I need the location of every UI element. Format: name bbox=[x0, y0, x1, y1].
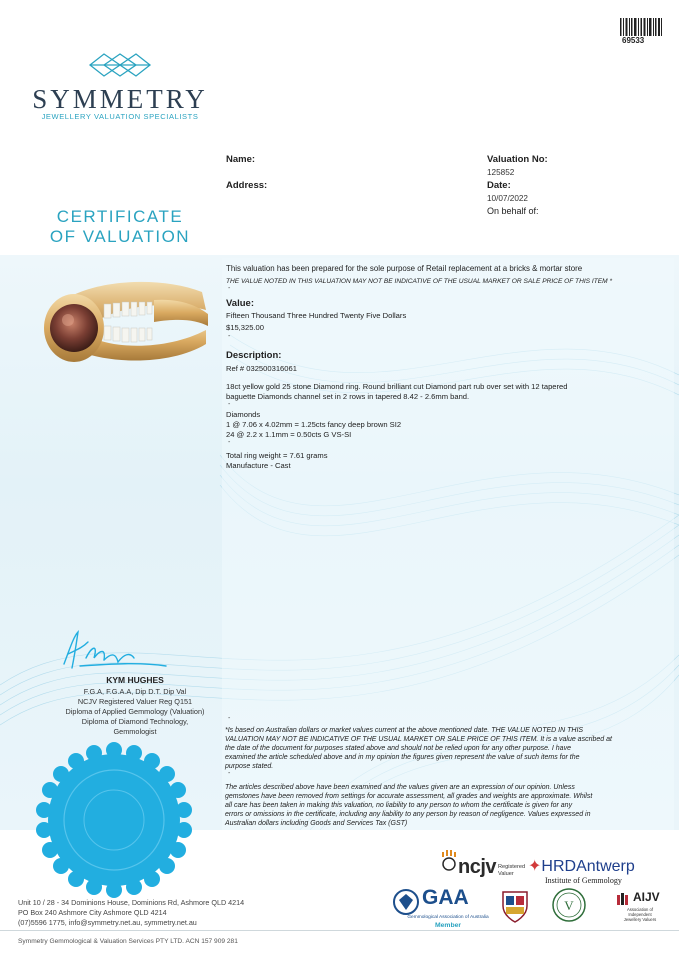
disclaimer-line: VALUATION MAY NOT BE INDICATIVE OF THE USUAL MARKET OR SALE PRICE OF THIS ITEM. It is a value ascribed at bbox=[225, 736, 612, 743]
ncjv-logo-text: ncjv bbox=[458, 856, 497, 878]
signer-diploma-1: Diploma of Applied Gemmology (Valuation) bbox=[65, 707, 205, 716]
diamond-detail-2: 24 @ 2.2 x 1.1mm = 0.50cts G VS-SI bbox=[226, 430, 352, 439]
signer-title: Gemmologist bbox=[113, 727, 157, 736]
disclaimer-line: the date of the document for purposes stated above and should not be relied upon for any other purpose. I have bbox=[225, 745, 571, 752]
footer-address-line-1: Unit 10 / 28 - 34 Dominions House, Dominions Rd, Ashmore QLD 4214 bbox=[18, 898, 245, 907]
ncjv-logo-icon bbox=[440, 850, 458, 872]
gaa-member-label: Member bbox=[434, 922, 462, 929]
diamonds-label: Diamonds bbox=[226, 410, 261, 419]
footer-divider bbox=[0, 930, 679, 931]
barcode-icon bbox=[620, 18, 662, 36]
disclaimer-line: The articles described above have been examined and the values given are an expression of our opinion. Unless bbox=[225, 784, 575, 791]
valuation-disclaimer bbox=[225, 726, 665, 771]
disclaimer-line: examined the article scheduled above and in my opinion the figures given represent the value of such items for the bbox=[225, 754, 580, 761]
separator-dash: - bbox=[228, 770, 231, 777]
separator-dash: - bbox=[228, 401, 231, 408]
total-weight: Total ring weight = 7.61 grams bbox=[226, 451, 328, 460]
aijv-full-name bbox=[620, 907, 660, 922]
valuation-number-label: Valuation No: bbox=[487, 154, 548, 165]
signer-diploma-2: Diploma of Diamond Technology, bbox=[81, 717, 189, 726]
address-label: Address: bbox=[226, 180, 268, 191]
footer-legal: Symmetry Gemmological & Valuation Services PTY LTD. ACN 157 909 281 bbox=[18, 938, 238, 945]
hrd-star-icon: ✦ bbox=[528, 858, 542, 875]
signer-registration: NCJV Registered Valuer Reg Q151 bbox=[77, 697, 193, 706]
certificate-title-line-2: OF VALUATION bbox=[49, 227, 191, 246]
signer-credentials: F.G.A, F.G.A.A, Dip D.T. Dip Val bbox=[83, 687, 187, 696]
manufacture-method: Manufacture - Cast bbox=[226, 461, 291, 470]
disclaimer-line: all care has been taken in making this valuation, no liability to any person to whom the certificate is given for any bbox=[225, 802, 573, 809]
hrd-institute-text: Institute of Gemmology bbox=[545, 876, 622, 885]
aijv-logo-icon bbox=[617, 893, 631, 905]
separator-dash: - bbox=[228, 715, 231, 722]
valuer-badge-icon bbox=[552, 888, 586, 922]
separator-dash: - bbox=[228, 285, 231, 292]
aijv-sub-line: Association of bbox=[626, 907, 654, 912]
description-text-line-2: baguette Diamonds channel set in 2 rows in tapered 8.42 - 2.6mm band. bbox=[226, 392, 470, 401]
barcode-number: 69533 bbox=[622, 36, 645, 45]
aijv-sub-line: Independent bbox=[628, 912, 652, 917]
value-in-words: Fifteen Thousand Three Hundred Twenty Five Dollars bbox=[226, 311, 407, 320]
separator-dash: - bbox=[228, 439, 231, 446]
disclaimer-line: Australian dollars including Goods and Services Tax (GST) bbox=[225, 820, 408, 827]
signature-image bbox=[60, 628, 170, 676]
description-text-line-1: 18ct yellow gold 25 stone Diamond ring. Round brilliant cut Diamond part rub over set with 12 tapered bbox=[226, 382, 568, 391]
disclaimer-line: errors or omissions in the certificate, including any liability to any person by reason of negligence. Values expressed in bbox=[225, 811, 591, 818]
separator-dash: - bbox=[228, 333, 231, 340]
certificate-title bbox=[30, 207, 210, 247]
value-label: Value: bbox=[226, 298, 254, 309]
value-amount: $15,325.00 bbox=[226, 323, 265, 332]
valuation-date: 10/07/2022 bbox=[487, 194, 528, 203]
ncjv-sub-line: Valuer bbox=[498, 871, 514, 877]
footer-contact: (07)5596 1775, info@symmetry.net.au, symmetry.net.au bbox=[18, 918, 197, 927]
crest-icon bbox=[500, 888, 530, 924]
description-label: Description: bbox=[226, 350, 282, 361]
certificate-title-line-1: CERTIFICATE bbox=[56, 207, 184, 226]
brand-name: SYMMETRY bbox=[32, 84, 208, 114]
liability-disclaimer bbox=[225, 783, 665, 828]
date-label: Date: bbox=[487, 180, 511, 191]
hrd-logo-text: HRDAntwerp bbox=[541, 858, 635, 875]
on-behalf-label: On behalf of: bbox=[487, 206, 539, 216]
diamond-detail-1: 1 @ 7.06 x 4.02mm = 1.25cts fancy deep brown SI2 bbox=[226, 420, 402, 429]
ncjv-sub-line: Registered bbox=[498, 864, 526, 870]
aijv-logo-text: AIJV bbox=[633, 890, 660, 904]
valuation-purpose: This valuation has been prepared for the sole purpose of Retail replacement at a bricks & mortar store bbox=[226, 264, 583, 273]
signer-name: KYM HUGHES bbox=[106, 675, 164, 685]
ncjv-registered-valuer bbox=[498, 864, 525, 878]
aijv-sub-line: Jewellery Valuers bbox=[623, 917, 657, 922]
ring-photo bbox=[30, 262, 210, 382]
name-label: Name: bbox=[226, 154, 256, 165]
crest-caption bbox=[490, 924, 542, 928]
brand-tagline: JEWELLERY VALUATION SPECIALISTS bbox=[41, 112, 199, 121]
gaa-logo-text: GAA bbox=[422, 886, 469, 909]
disclaimer-line: gemstones have been removed from settings for accurate assessment, all grades and weights are approximate. Whilst bbox=[225, 793, 593, 800]
gaa-logo-icon bbox=[392, 888, 420, 916]
valuation-number: 125852 bbox=[487, 168, 515, 177]
reference-number: Ref # 032500316061 bbox=[226, 364, 297, 373]
gaa-full-name: Gemmological Association of Australia bbox=[407, 915, 489, 920]
symmetry-logo-icon bbox=[88, 52, 152, 78]
valuation-purpose-note: THE VALUE NOTED IN THIS VALUATION MAY NOT BE INDICATIVE OF THE USUAL MARKET OR SALE PRICE OF THIS ITEM * bbox=[226, 278, 613, 285]
disclaimer-line: *Is based on Australian dollars or market values current at the above mentioned date. THE VALUE NOTED IN THIS bbox=[225, 727, 584, 734]
disclaimer-line: purpose stated. bbox=[225, 763, 274, 770]
valuer-badge-letter: V bbox=[564, 898, 574, 913]
hrd-antwerp-logo bbox=[528, 856, 635, 876]
footer-address-line-2: PO Box 240 Ashmore City Ashmore QLD 4214 bbox=[18, 908, 167, 917]
embossed-seal bbox=[34, 740, 194, 900]
